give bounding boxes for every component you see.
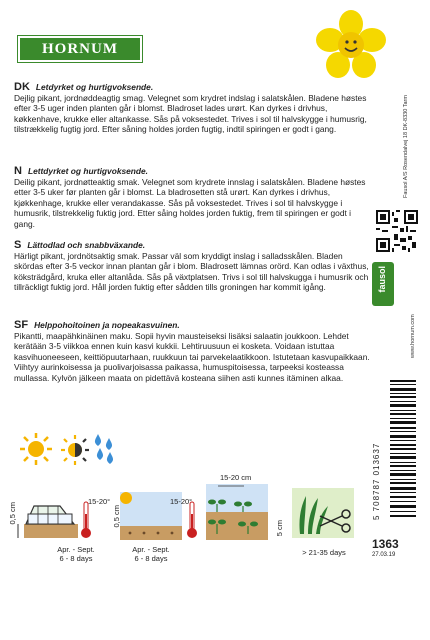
qr-code[interactable] [376,210,418,252]
greenhouse-sowing-icon [14,486,80,542]
step1-period: Apr. - Sept. [57,545,95,554]
row-depth-label: 5 cm [275,520,284,537]
hornum-flower-logo [316,10,386,80]
step2-caption [118,545,184,563]
thinning-spacing-icon [204,482,274,542]
plant-spacing-label: 15-20 cm [220,473,252,482]
hornum-logo: HORNUM [18,36,142,62]
sowing-depth-label: 0,5 cm [112,505,121,528]
lang-code: DK [14,81,30,93]
section-n [14,166,374,230]
temperature-label: 15-20° [170,497,193,506]
sun-icon [16,432,56,466]
barcode [376,380,416,520]
water-drops-icon [92,432,116,466]
fausol-logo [372,262,394,306]
section-heading: Letdyrket og hurtigvoksende. [35,82,154,92]
section-heading: Lättodlad och snabbväxande. [27,240,146,250]
harvest-caption: > 21-35 days [302,548,346,557]
lang-code: SF [14,319,29,331]
section-body: Pikantti, maapähkinäinen maku. Sopii hyvin mausteiseksi lisäksi salaatin joukkoon. Lehdet kerätään 3-5 viikkoa ennen kuin kasvi kukkii. Lehtiruusuun ei kosketa. Voidaan istuttaa kasvihuoneeseen, keittiöpuutarhaan, ruukkuun tai parvekelaatikkoon. Istutetaan kasvupaikkaan. Viihtyy aurinkoisessa ja puolivarjoisassa paikassa, humuspitoisessa, tarpeeksi kosteassa mullassa. Kylvön jälkeen maata on pidettävä kosteana siihen asti kunnes itäminen alkaa. [14,330,370,383]
section-heading: Helppohoitoinen ja nopeakasvuinen. [34,320,180,330]
section-sf [14,320,374,384]
section-heading: Lettdyrket og hurtigvoksende. [27,166,149,176]
section-dk [14,82,374,135]
thermometer-icon [80,500,92,540]
section-body: Dejlig pikant, jordnøddeagtig smag. Velegnet som krydret indslag i salatskålen. Bladene høstes efter 3-5 uger inden planten går i blomst. Bladroset lades urørt. Kan dyrkes i drivhus, køkkenhave, krukke eller altankasse. Sås på voksestedet. Trives i sol til halvskygge i humusrig, tilstrækkelig fugtig jord. Efter såning holdes jorden fugtig, indtil spiringen er godt i gang. [14,92,367,135]
section-body: Deilig pikant, jordnøtteaktig smak. Velegnet som krydrete innslag i salatskålen. Bladene høstes etter 3-5 uker før planten går i blomst. La bladrosetten stå urørt. Kan dyrkes i drivhus, kjøkkenhage, krukke eller verandakasse. Sås på voksestedet. Trives i sol til halvskygge i humusrik, tilstrekkelig fuktig jord. Etter såing holdes jorden fuktig, frem til spiringen er godt i gang. [14,176,366,229]
step1-caption [46,545,106,563]
harvest-scissors-icon [290,486,356,540]
temperature-label: 15-20° [88,497,111,506]
step2-days: 6 - 8 days [134,554,168,563]
section-s [14,240,374,293]
step2-period: Apr. - Sept. [132,545,170,554]
thermometer-icon [186,500,198,540]
step1-days: 6 - 8 days [59,554,93,563]
article-number: 1363 [372,537,399,551]
half-shade-icon [58,434,92,466]
company-address: Fausol A/S Rosendalvej 18 DK-8330 Tarm [403,95,409,198]
lang-code: N [14,165,22,177]
sowing-depth-label: 0,5 cm [8,502,17,525]
barcode-digits: 5 708787 013637 [372,442,381,520]
print-date: 27.03.19 [372,552,396,558]
fausol-label: fausol [377,266,387,293]
lang-code: S [14,239,22,251]
website: www.hornum.com [410,314,416,358]
section-body: Härligt pikant, jordnötsaktig smak. Passar väl som kryddigt inslag i salladsskålen. Bladen skördas efter 3-5 veckor innan plantan går i blom. Bladrosett lämnas orörd. Kan odlas i växthus, köksträdgård, kruka eller altanlåda. Sås på växtplatsen. Trivs i sol till halvskugga i humusrik och tillräckligt fuktig jord. Håll jorden fuktig efter sådden tills groningen har kommit igång. [14,250,369,293]
